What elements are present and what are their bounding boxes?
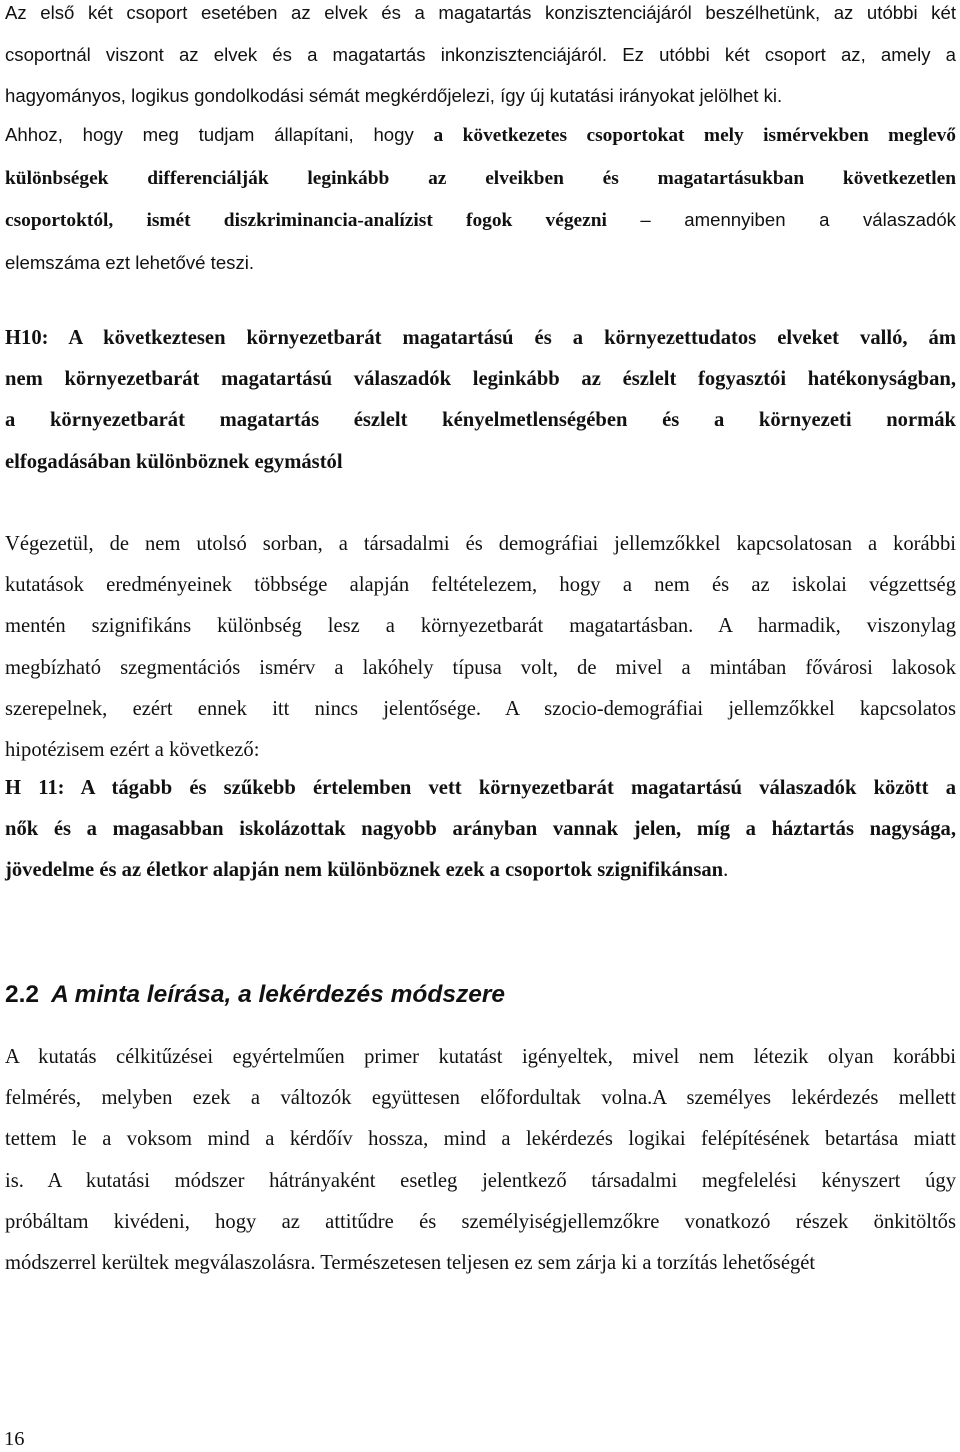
text-line: elfogadásában különböznek egymástól [5,450,343,473]
text-line: nem környezetbarát magatartású válaszadók leginkább az észlelt fogyasztói hatékonyságban, [5,368,956,391]
text-line: Végezetül, de nem utolsó sorban, a társadalmi és demográfiai jellemzőkkel kapcsolatosan a korábbi [5,533,956,555]
text-line: módszerrel kerültek megválaszolásra. Természetesen teljesen ez sem zárja ki a torzítás lehetőségét [5,1252,816,1275]
text-line: próbáltam kivédeni, hogy az attitűdre és személyiségjellemzőkre vonatkozó részek önkitöltős [5,1210,956,1233]
section-heading [5,978,956,1012]
hypothesis-h10 [5,318,956,483]
text-line: csoportnál viszont az elvek és a magatartás inkonzisztenciájáról. Ez utóbbi két csoport az, amely a [5,43,956,65]
section-title: A minta leírása, a lekérdezés módszere [51,981,505,1008]
text-line: H10: A következtesen környezetbarát magatartású és a környezettudatos elveket valló, ám [5,327,956,349]
text-line: A kutatás célkitűzései egyértelműen primer kutatást igényeltek, mivel nem létezik olyan korábbi [5,1046,956,1068]
page-number: 16 [4,1428,25,1450]
bold-text-run: jövedelme és az életkor alapján nem különböznek ezek a csoportok szignifikánsan [5,859,724,882]
paragraph-discriminant-analysis [5,114,956,283]
paragraph-demographics [5,524,956,771]
paragraph-methodology [5,1037,956,1284]
trailing-period: . [723,859,729,882]
paragraph-group-consistency [5,0,956,117]
text-line: tettem le a voksom mind a kérdőív hossza, mind a lekérdezés logikai felépítésének betartása miatt [5,1128,956,1151]
section-number: 2.2 [5,981,40,1008]
text-line: hipotézisem ezért a következő: [5,739,260,762]
text-line: megbízható szegmentációs ismérv a lakóhely típusa volt, de mivel a mintában fővárosi lakosok [5,656,956,679]
text-line: is. A kutatási módszer hátrányaként esetleg jelentkező társadalmi megfelelési kényszert úgy [5,1169,956,1192]
text-run: – amennyiben a válaszadók [606,209,956,230]
text-line [5,157,956,200]
text-line: mentén szignifikáns különbség lesz a környezetbarát magatartásban. A harmadik, viszonylag [5,615,956,638]
bold-text-run: különbségek differenciálják leginkább az elveikben és magatartásukban következetlen [5,167,956,189]
text-line: a környezetbarát magatartás észlelt kényelmetlenségében és a környezeti normák [5,409,956,432]
text-line: szerepelnek, ezért ennek itt nincs jelentősége. A szocio-demográfiai jellemzőkkel kapcsolatos [5,697,956,720]
text-line [5,114,956,157]
text-line: kutatások eredményeinek többsége alapján feltételezem, hogy a nem és az iskolai végzettség [5,574,956,597]
text-line: Az első két csoport esetében az elvek és a magatartás konzisztenciájáról beszélhetünk, az utóbbi két [5,2,956,23]
bold-text-run: csoportoktól, ismét diszkriminancia-analízist fogok végezni [5,210,607,231]
text-line: elemszáma ezt lehetővé teszi. [5,251,255,273]
hypothesis-h11 [5,768,956,892]
text-line: nők és a magasabban iskolázottak nagyobb arányban vannak jelen, míg a háztartás nagysága, [5,818,956,841]
text-line: H 11: A tágabb és szűkebb értelemben vett környezetbarát magatartású válaszadók között a [5,777,956,799]
text-line: felmérés, melyben ezek a változók együttesen előfordultak volna.A személyes lekérdezés mellett [5,1087,956,1110]
text-line [5,850,956,891]
text-line [5,199,956,242]
bold-text-run: a következetes csoportokat mely ismérvekben meglevő [433,125,956,146]
text-run: Ahhoz, hogy meg tudjam állapítani, hogy [5,124,434,145]
text-line: hagyományos, logikus gondolkodási sémát megkérdőjelezi, így új kutatási irányokat jelölhet ki. [5,85,783,106]
